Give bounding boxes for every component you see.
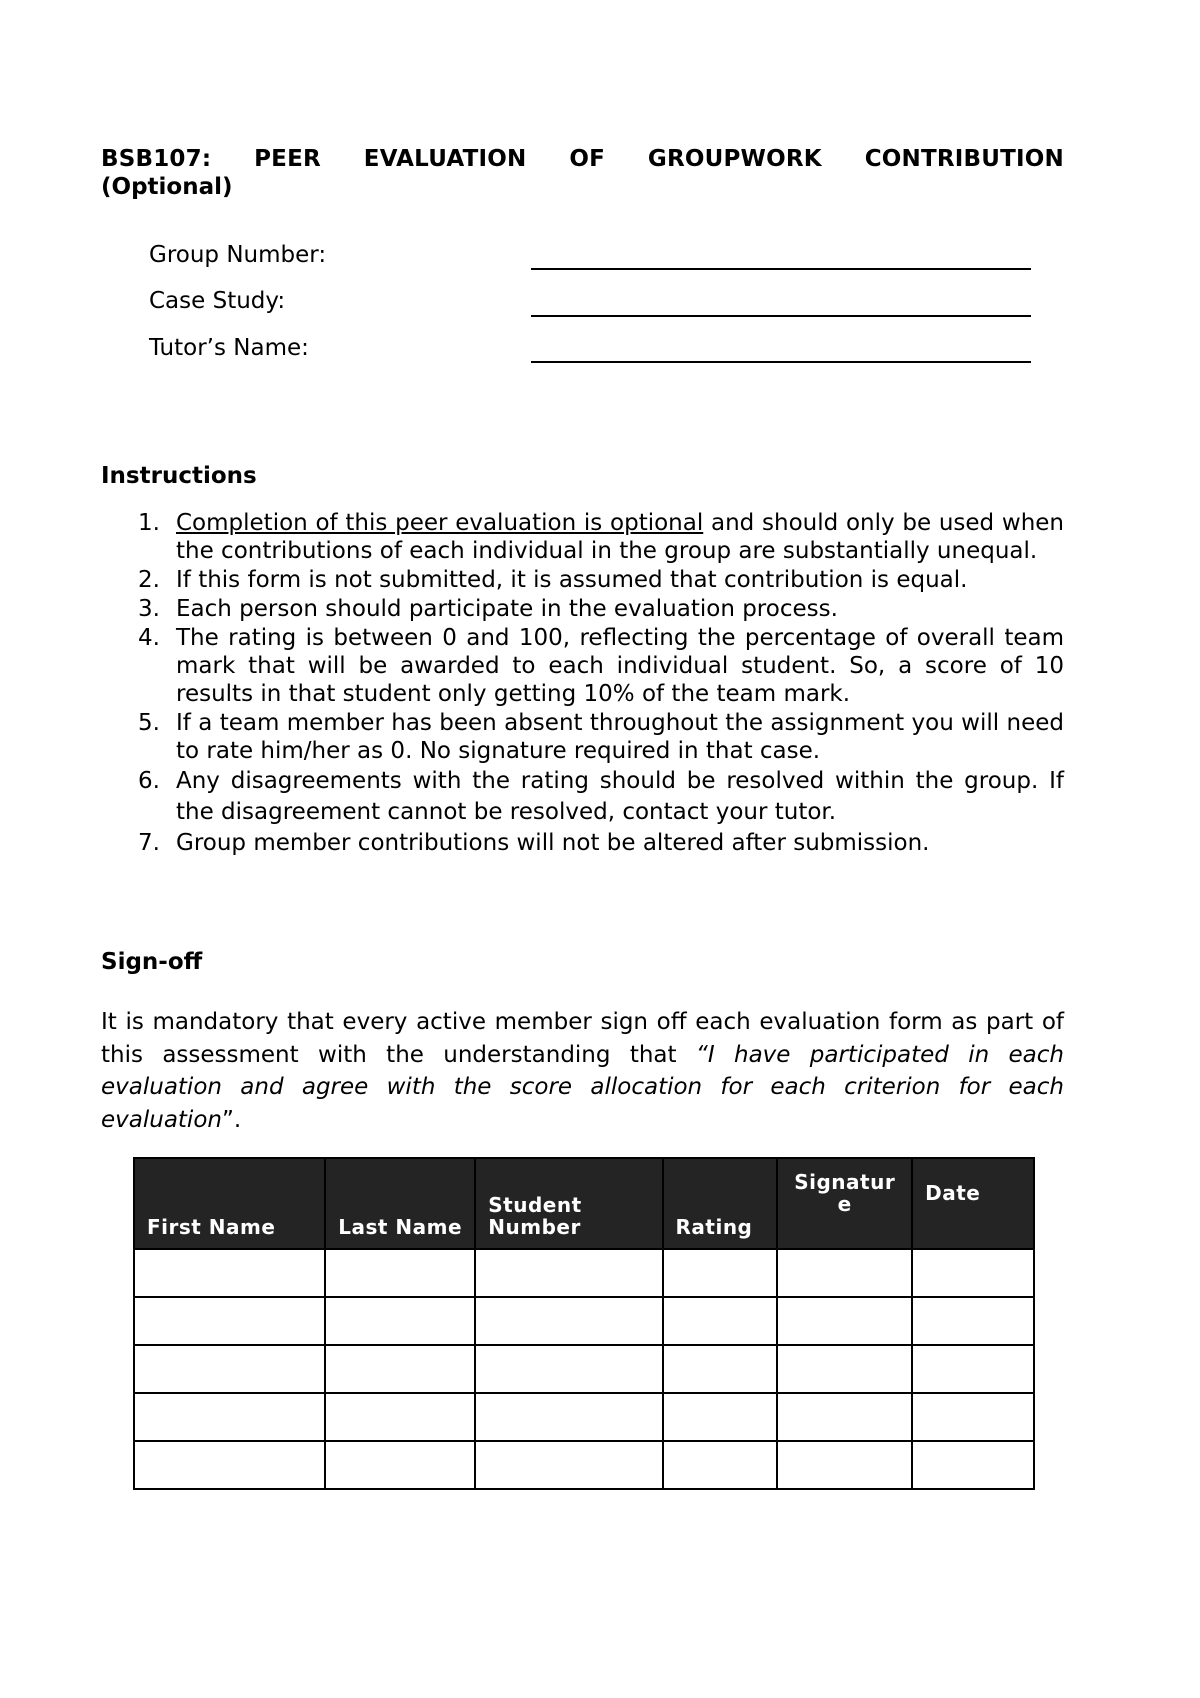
column-header-last-name: Last Name: [325, 1158, 475, 1249]
instruction-text: If this form is not submitted, it is assumed that contribution is equal.: [176, 567, 968, 593]
column-header-date: Date: [912, 1158, 1034, 1249]
student-number-cell[interactable]: [475, 1393, 662, 1441]
last-name-cell[interactable]: [325, 1393, 475, 1441]
instruction-item: [101, 624, 1064, 708]
signoff-text: It is mandatory that every active member sign off each evaluation form as part of this assessment with the understanding that: [101, 1009, 1064, 1068]
instruction-underlined-text: Completion of this peer evaluation is optional: [176, 510, 704, 536]
date-cell[interactable]: [912, 1393, 1034, 1441]
table-row: [134, 1297, 1034, 1345]
group-number-label: Group Number:: [149, 242, 327, 268]
instruction-text: If a team member has been absent throughout the assignment you will need to rate him/her as 0. No signature required in that case.: [176, 710, 1064, 764]
first-name-cell[interactable]: [134, 1249, 325, 1297]
student-number-cell[interactable]: [475, 1345, 662, 1393]
signature-cell[interactable]: [777, 1393, 912, 1441]
signoff-paragraph: [101, 1006, 1064, 1136]
instruction-text: Group member contributions will not be altered after submission.: [176, 830, 930, 856]
signoff-table: [133, 1157, 1035, 1490]
table-row: [134, 1441, 1034, 1489]
document-title-optional: (Optional): [101, 174, 233, 200]
tutor-name-field[interactable]: [531, 361, 1031, 363]
instruction-number: 2.: [138, 567, 160, 593]
tutor-name-label: Tutor’s Name:: [149, 335, 309, 361]
instruction-number: 1.: [138, 510, 160, 536]
signature-cell[interactable]: [777, 1297, 912, 1345]
instruction-item: [101, 829, 1064, 857]
column-header-first-name: First Name: [134, 1158, 325, 1249]
column-header-signature: Signature: [777, 1158, 912, 1249]
student-number-cell[interactable]: [475, 1441, 662, 1489]
instruction-item: [101, 766, 1064, 828]
first-name-cell[interactable]: [134, 1393, 325, 1441]
instruction-number: 7.: [138, 830, 160, 856]
first-name-cell[interactable]: [134, 1345, 325, 1393]
rating-cell[interactable]: [663, 1297, 778, 1345]
table-row: [134, 1249, 1034, 1297]
last-name-cell[interactable]: [325, 1297, 475, 1345]
signature-cell[interactable]: [777, 1249, 912, 1297]
signoff-quote: I have participated in each evaluation and agree with the score allocation for each criterion for each evaluation: [101, 1041, 1064, 1133]
date-cell[interactable]: [912, 1441, 1034, 1489]
instruction-text: and should only be used when the contributions of each individual in the group are substantially unequal.: [176, 510, 1064, 564]
table-header-row: [134, 1158, 1034, 1249]
column-header-rating: Rating: [663, 1158, 778, 1249]
document-title: BSB107: PEER EVALUATION OF GROUPWORK CONTRIBUTION: [101, 146, 1064, 172]
instruction-text: Each person should participate in the evaluation process.: [176, 596, 838, 622]
table-row: [134, 1345, 1034, 1393]
instruction-number: 5.: [138, 710, 160, 736]
instructions-list: [101, 509, 1064, 858]
instruction-text: The rating is between 0 and 100, reflecting the percentage of overall team mark that will be awarded to each individual student. So, a score of 10 results in that student only getting 10% of the team mark.: [176, 625, 1064, 707]
last-name-cell[interactable]: [325, 1249, 475, 1297]
rating-cell[interactable]: [663, 1441, 778, 1489]
signoff-quote-open: “: [695, 1041, 708, 1068]
date-cell[interactable]: [912, 1345, 1034, 1393]
rating-cell[interactable]: [663, 1393, 778, 1441]
instruction-number: 3.: [138, 596, 160, 622]
date-cell[interactable]: [912, 1249, 1034, 1297]
instruction-item: [101, 566, 1064, 594]
group-number-field[interactable]: [531, 268, 1031, 270]
instructions-heading: Instructions: [101, 463, 257, 489]
rating-cell[interactable]: [663, 1249, 778, 1297]
last-name-cell[interactable]: [325, 1345, 475, 1393]
instruction-item: [101, 509, 1064, 565]
instruction-number: 4.: [138, 625, 160, 651]
rating-cell[interactable]: [663, 1345, 778, 1393]
last-name-cell[interactable]: [325, 1441, 475, 1489]
signature-cell[interactable]: [777, 1345, 912, 1393]
case-study-label: Case Study:: [149, 288, 286, 314]
signoff-heading: Sign-off: [101, 949, 203, 975]
student-number-cell[interactable]: [475, 1297, 662, 1345]
date-cell[interactable]: [912, 1297, 1034, 1345]
instruction-number: 6.: [138, 768, 160, 794]
instruction-item: [101, 595, 1064, 623]
student-number-cell[interactable]: [475, 1249, 662, 1297]
first-name-cell[interactable]: [134, 1297, 325, 1345]
signature-cell[interactable]: [777, 1441, 912, 1489]
first-name-cell[interactable]: [134, 1441, 325, 1489]
signoff-quote-close: ”.: [221, 1106, 242, 1133]
instruction-item: [101, 709, 1064, 765]
table-row: [134, 1393, 1034, 1441]
column-header-student-number: Student Number: [475, 1158, 662, 1249]
case-study-field[interactable]: [531, 315, 1031, 317]
instruction-text: Any disagreements with the rating should be resolved within the group. If the disagreement cannot be resolved, contact your tutor.: [176, 768, 1064, 825]
